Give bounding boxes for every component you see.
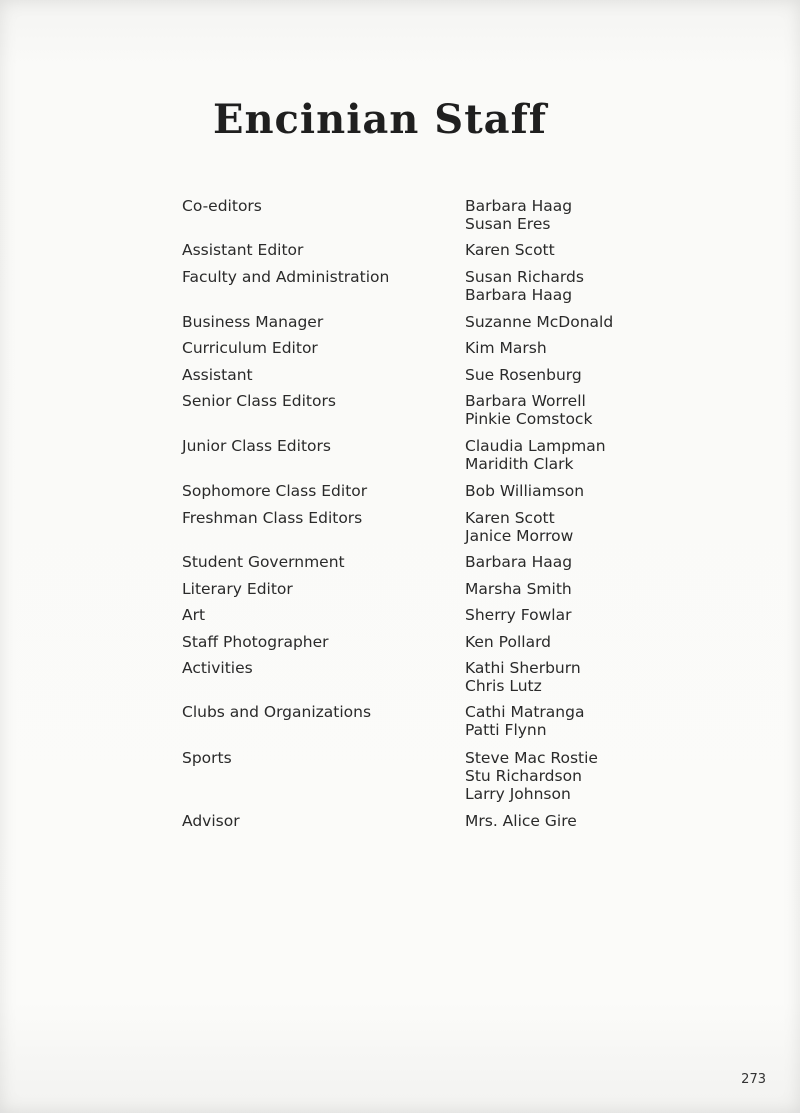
staff-names (465, 553, 572, 571)
staff-name: Maridith Clark (465, 455, 574, 473)
staff-role: Senior Class Editors (182, 392, 336, 410)
staff-names (465, 509, 573, 545)
staff-names (465, 580, 572, 598)
staff-names (465, 659, 581, 695)
staff-name: Kathi Sherburn (465, 659, 581, 677)
staff-name: Barbara Haag (465, 197, 573, 215)
staff-name: Karen Scott (465, 509, 555, 527)
staff-names (465, 241, 555, 259)
staff-name: Barbara Haag (465, 553, 573, 571)
staff-role: Student Government (182, 553, 345, 571)
staff-name: Ken Pollard (465, 633, 552, 651)
staff-name: Pinkie Comstock (465, 410, 593, 428)
staff-role: Activities (182, 659, 253, 677)
staff-name: Susan Richards (465, 268, 584, 286)
staff-name: Marsha Smith (465, 580, 572, 598)
staff-name: Mrs. Alice Gire (465, 812, 577, 830)
staff-name: Chris Lutz (465, 677, 542, 695)
staff-names (465, 812, 577, 830)
staff-name: Janice Morrow (465, 527, 574, 545)
staff-role: Junior Class Editors (182, 437, 331, 455)
staff-name: Sue Rosenburg (465, 366, 582, 384)
staff-names (465, 482, 584, 500)
staff-name: Patti Flynn (465, 721, 547, 739)
staff-role: Art (182, 606, 206, 624)
staff-role: Staff Photographer (182, 633, 329, 651)
staff-names (465, 749, 598, 803)
staff-name: Steve Mac Rostie (465, 749, 598, 767)
staff-name: Susan Eres (465, 215, 551, 233)
staff-name: Sherry Fowlar (465, 606, 572, 624)
staff-names (465, 366, 582, 384)
staff-role: Literary Editor (182, 580, 293, 598)
staff-names (465, 392, 592, 428)
staff-name: Barbara Worrell (465, 392, 586, 410)
staff-role: Advisor (182, 812, 240, 830)
staff-role: Faculty and Administration (182, 268, 390, 286)
staff-name: Bob Williamson (465, 482, 585, 500)
staff-role: Sophomore Class Editor (182, 482, 368, 500)
staff-names (465, 633, 551, 651)
staff-names (465, 197, 572, 233)
staff-name: Suzanne McDonald (465, 313, 614, 331)
staff-role: Assistant (182, 366, 253, 384)
staff-names (465, 703, 584, 739)
staff-names (465, 313, 613, 331)
staff-name: Barbara Haag (465, 286, 573, 304)
staff-names (465, 437, 606, 473)
staff-names (465, 606, 571, 624)
staff-name: Claudia Lampman (465, 437, 606, 455)
staff-name: Kim Marsh (465, 339, 547, 357)
staff-name: Cathi Matranga (465, 703, 585, 721)
staff-role: Freshman Class Editors (182, 509, 363, 527)
staff-name: Karen Scott (465, 241, 555, 259)
page-number: 273 (741, 1072, 766, 1087)
staff-role: Co-editors (182, 197, 262, 215)
staff-role: Clubs and Organizations (182, 703, 372, 721)
staff-names (465, 339, 547, 357)
page-title: Encinian Staff (212, 96, 548, 143)
staff-role: Business Manager (182, 313, 324, 331)
staff-role: Assistant Editor (182, 241, 304, 259)
staff-role: Sports (182, 749, 232, 767)
staff-names (465, 268, 584, 304)
staff-role: Curriculum Editor (182, 339, 318, 357)
staff-name: Larry Johnson (465, 785, 571, 803)
staff-name: Stu Richardson (465, 767, 582, 785)
